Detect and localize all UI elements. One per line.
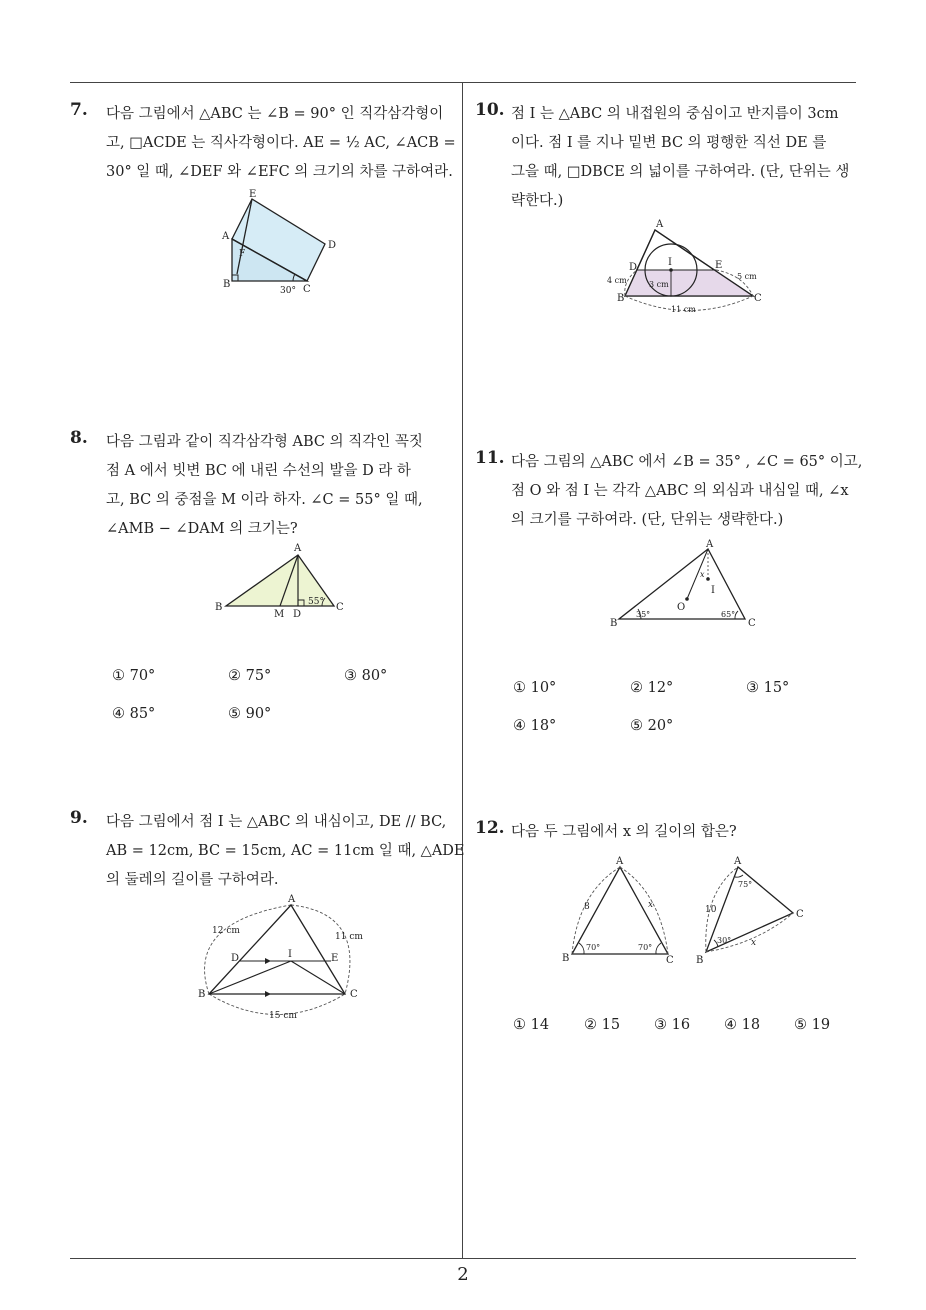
fig-label: 11 cm bbox=[671, 305, 696, 314]
fig-label: I bbox=[711, 585, 715, 596]
fig-label: 65° bbox=[721, 610, 736, 619]
fig-label: I bbox=[668, 257, 672, 268]
problem-line: 다음 그림에서 △ABC 는 ∠B = 90° 인 직각삼각형이 bbox=[106, 106, 444, 122]
choice-5[interactable]: ⑤ 19 bbox=[794, 1017, 831, 1033]
fig-label: A bbox=[734, 856, 742, 867]
fig-label: x bbox=[700, 570, 705, 579]
fig-label: x bbox=[648, 900, 654, 910]
problem-line: 의 둘레의 길이를 구하여라. bbox=[106, 872, 279, 888]
problem-line: 의 크기를 구하여라. (단, 단위는 생략한다.) bbox=[511, 512, 784, 528]
choice-2[interactable]: ② 12° bbox=[630, 680, 674, 696]
problem-line: 략한다.) bbox=[511, 193, 564, 209]
choice-1[interactable]: ① 70° bbox=[112, 668, 156, 684]
choice-4[interactable]: ④ 18 bbox=[724, 1017, 761, 1033]
problem-number: 12. bbox=[475, 818, 505, 838]
fig-label: 8 bbox=[584, 902, 590, 912]
problem-text bbox=[511, 100, 849, 216]
fig-label: 30° bbox=[717, 936, 732, 945]
page-number: 2 bbox=[457, 1264, 469, 1285]
choice-4[interactable]: ④ 18° bbox=[513, 718, 557, 734]
choice-5[interactable]: ⑤ 20° bbox=[630, 718, 674, 734]
choice-4[interactable]: ④ 85° bbox=[112, 706, 156, 722]
figure-10 bbox=[605, 215, 765, 320]
problem-number: 8. bbox=[70, 428, 88, 448]
fig-label: D bbox=[293, 609, 302, 620]
problem-line: AB = 12cm, BC = 15cm, AC = 11cm 일 때, △ADE bbox=[106, 843, 465, 859]
problem-line: 다음 그림에서 점 I 는 △ABC 의 내심이고, DE // BC, bbox=[106, 814, 447, 830]
fig-label: B bbox=[617, 293, 625, 304]
choice-5[interactable]: ⑤ 90° bbox=[228, 706, 272, 722]
top-rule bbox=[70, 82, 856, 83]
fig-label: D bbox=[231, 953, 240, 964]
problem-line: 그을 때, □DBCE 의 넓이를 구하여라. (단, 단위는 생 bbox=[511, 164, 850, 180]
problem-text bbox=[511, 448, 862, 535]
fig-label: C bbox=[350, 989, 358, 1000]
problem-number: 10. bbox=[475, 100, 505, 120]
fig-label: E bbox=[249, 189, 257, 200]
fig-label: C bbox=[754, 293, 762, 304]
fig-label: A bbox=[616, 856, 624, 867]
fig-label: 3 cm bbox=[649, 280, 669, 289]
fig-label: 55° bbox=[308, 597, 324, 607]
fig-label: A bbox=[288, 894, 296, 905]
problem-text bbox=[511, 818, 737, 847]
fig-label: E bbox=[715, 260, 723, 271]
figure-9 bbox=[195, 893, 365, 1028]
fig-label: 4 cm bbox=[607, 276, 627, 285]
fig-label: A bbox=[656, 219, 664, 230]
fig-label: B bbox=[223, 279, 231, 290]
problem-line: 점 A 에서 빗변 BC 에 내린 수선의 발을 D 라 하 bbox=[106, 463, 411, 479]
problem-line: 이다. 점 I 를 지나 밑변 BC 의 평행한 직선 DE 를 bbox=[511, 135, 827, 151]
fig-label: x bbox=[751, 938, 757, 948]
fig-label: C bbox=[748, 618, 756, 629]
problem-number: 11. bbox=[475, 448, 505, 468]
choice-1[interactable]: ① 14 bbox=[513, 1017, 550, 1033]
figure-11 bbox=[605, 537, 765, 632]
choice-3[interactable]: ③ 15° bbox=[746, 680, 790, 696]
problem-text bbox=[106, 808, 465, 895]
fig-label: 5 cm bbox=[737, 272, 757, 281]
column-divider bbox=[462, 83, 463, 1259]
problem-line: 다음 두 그림에서 x 의 길이의 합은? bbox=[511, 824, 737, 840]
fig-label: A bbox=[294, 543, 302, 554]
problem-line: ∠AMB − ∠DAM 의 크기는? bbox=[106, 521, 298, 537]
fig-label: C bbox=[336, 602, 344, 613]
fig-label: 30° bbox=[280, 286, 296, 296]
problem-text bbox=[106, 100, 456, 187]
problem-text bbox=[106, 428, 423, 544]
problem-line: 고, □ACDE 는 직사각형이다. AE = ½ AC, ∠ACB = bbox=[106, 135, 456, 151]
figure-12 bbox=[558, 853, 818, 973]
fig-label: D bbox=[629, 262, 638, 273]
fig-label: B bbox=[215, 602, 223, 613]
fig-label: B bbox=[610, 618, 618, 629]
fig-label: 10 bbox=[705, 905, 717, 915]
problem-line: 다음 그림의 △ABC 에서 ∠B = 35° , ∠C = 65° 이고, bbox=[511, 454, 863, 470]
figure-7 bbox=[215, 188, 345, 298]
figure-8 bbox=[212, 540, 352, 622]
choice-3[interactable]: ③ 16 bbox=[654, 1017, 691, 1033]
fig-label: 11 cm bbox=[335, 932, 363, 942]
fig-label: 35° bbox=[636, 610, 651, 619]
fig-label: A bbox=[706, 539, 714, 550]
problem-line: 점 I 는 △ABC 의 내접원의 중심이고 반지름이 3cm bbox=[511, 106, 839, 122]
fig-label: C bbox=[666, 955, 674, 966]
fig-label: 70° bbox=[586, 943, 601, 952]
fig-label: B bbox=[696, 955, 704, 966]
problem-line: 30° 일 때, ∠DEF 와 ∠EFC 의 크기의 차를 구하여라. bbox=[106, 164, 453, 180]
fig-label: C bbox=[303, 284, 311, 295]
problem-line: 고, BC 의 중점을 M 이라 하자. ∠C = 55° 일 때, bbox=[106, 492, 423, 508]
fig-label: I bbox=[288, 949, 292, 960]
fig-label: C bbox=[796, 909, 804, 920]
fig-label: 12 cm bbox=[212, 926, 240, 936]
choice-3[interactable]: ③ 80° bbox=[344, 668, 388, 684]
fig-label: B bbox=[198, 989, 206, 1000]
fig-label: O bbox=[677, 602, 686, 613]
problem-number: 7. bbox=[70, 100, 88, 120]
problem-line: 다음 그림과 같이 직각삼각형 ABC 의 직각인 꼭짓 bbox=[106, 434, 423, 450]
fig-label: F bbox=[239, 249, 246, 259]
fig-label: 15 cm bbox=[269, 1011, 297, 1021]
choice-2[interactable]: ② 75° bbox=[228, 668, 272, 684]
bottom-rule bbox=[70, 1258, 856, 1259]
fig-label: B bbox=[562, 953, 570, 964]
choice-2[interactable]: ② 15 bbox=[584, 1017, 621, 1033]
problem-line: 점 O 와 점 I 는 각각 △ABC 의 외심과 내심일 때, ∠x bbox=[511, 483, 849, 499]
problem-number: 9. bbox=[70, 808, 88, 828]
choice-1[interactable]: ① 10° bbox=[513, 680, 557, 696]
fig-label: E bbox=[331, 953, 339, 964]
fig-label: 75° bbox=[738, 880, 753, 889]
fig-label: D bbox=[328, 240, 337, 251]
fig-label: 70° bbox=[638, 943, 653, 952]
fig-label: M bbox=[274, 609, 285, 620]
fig-label: A bbox=[222, 231, 230, 242]
